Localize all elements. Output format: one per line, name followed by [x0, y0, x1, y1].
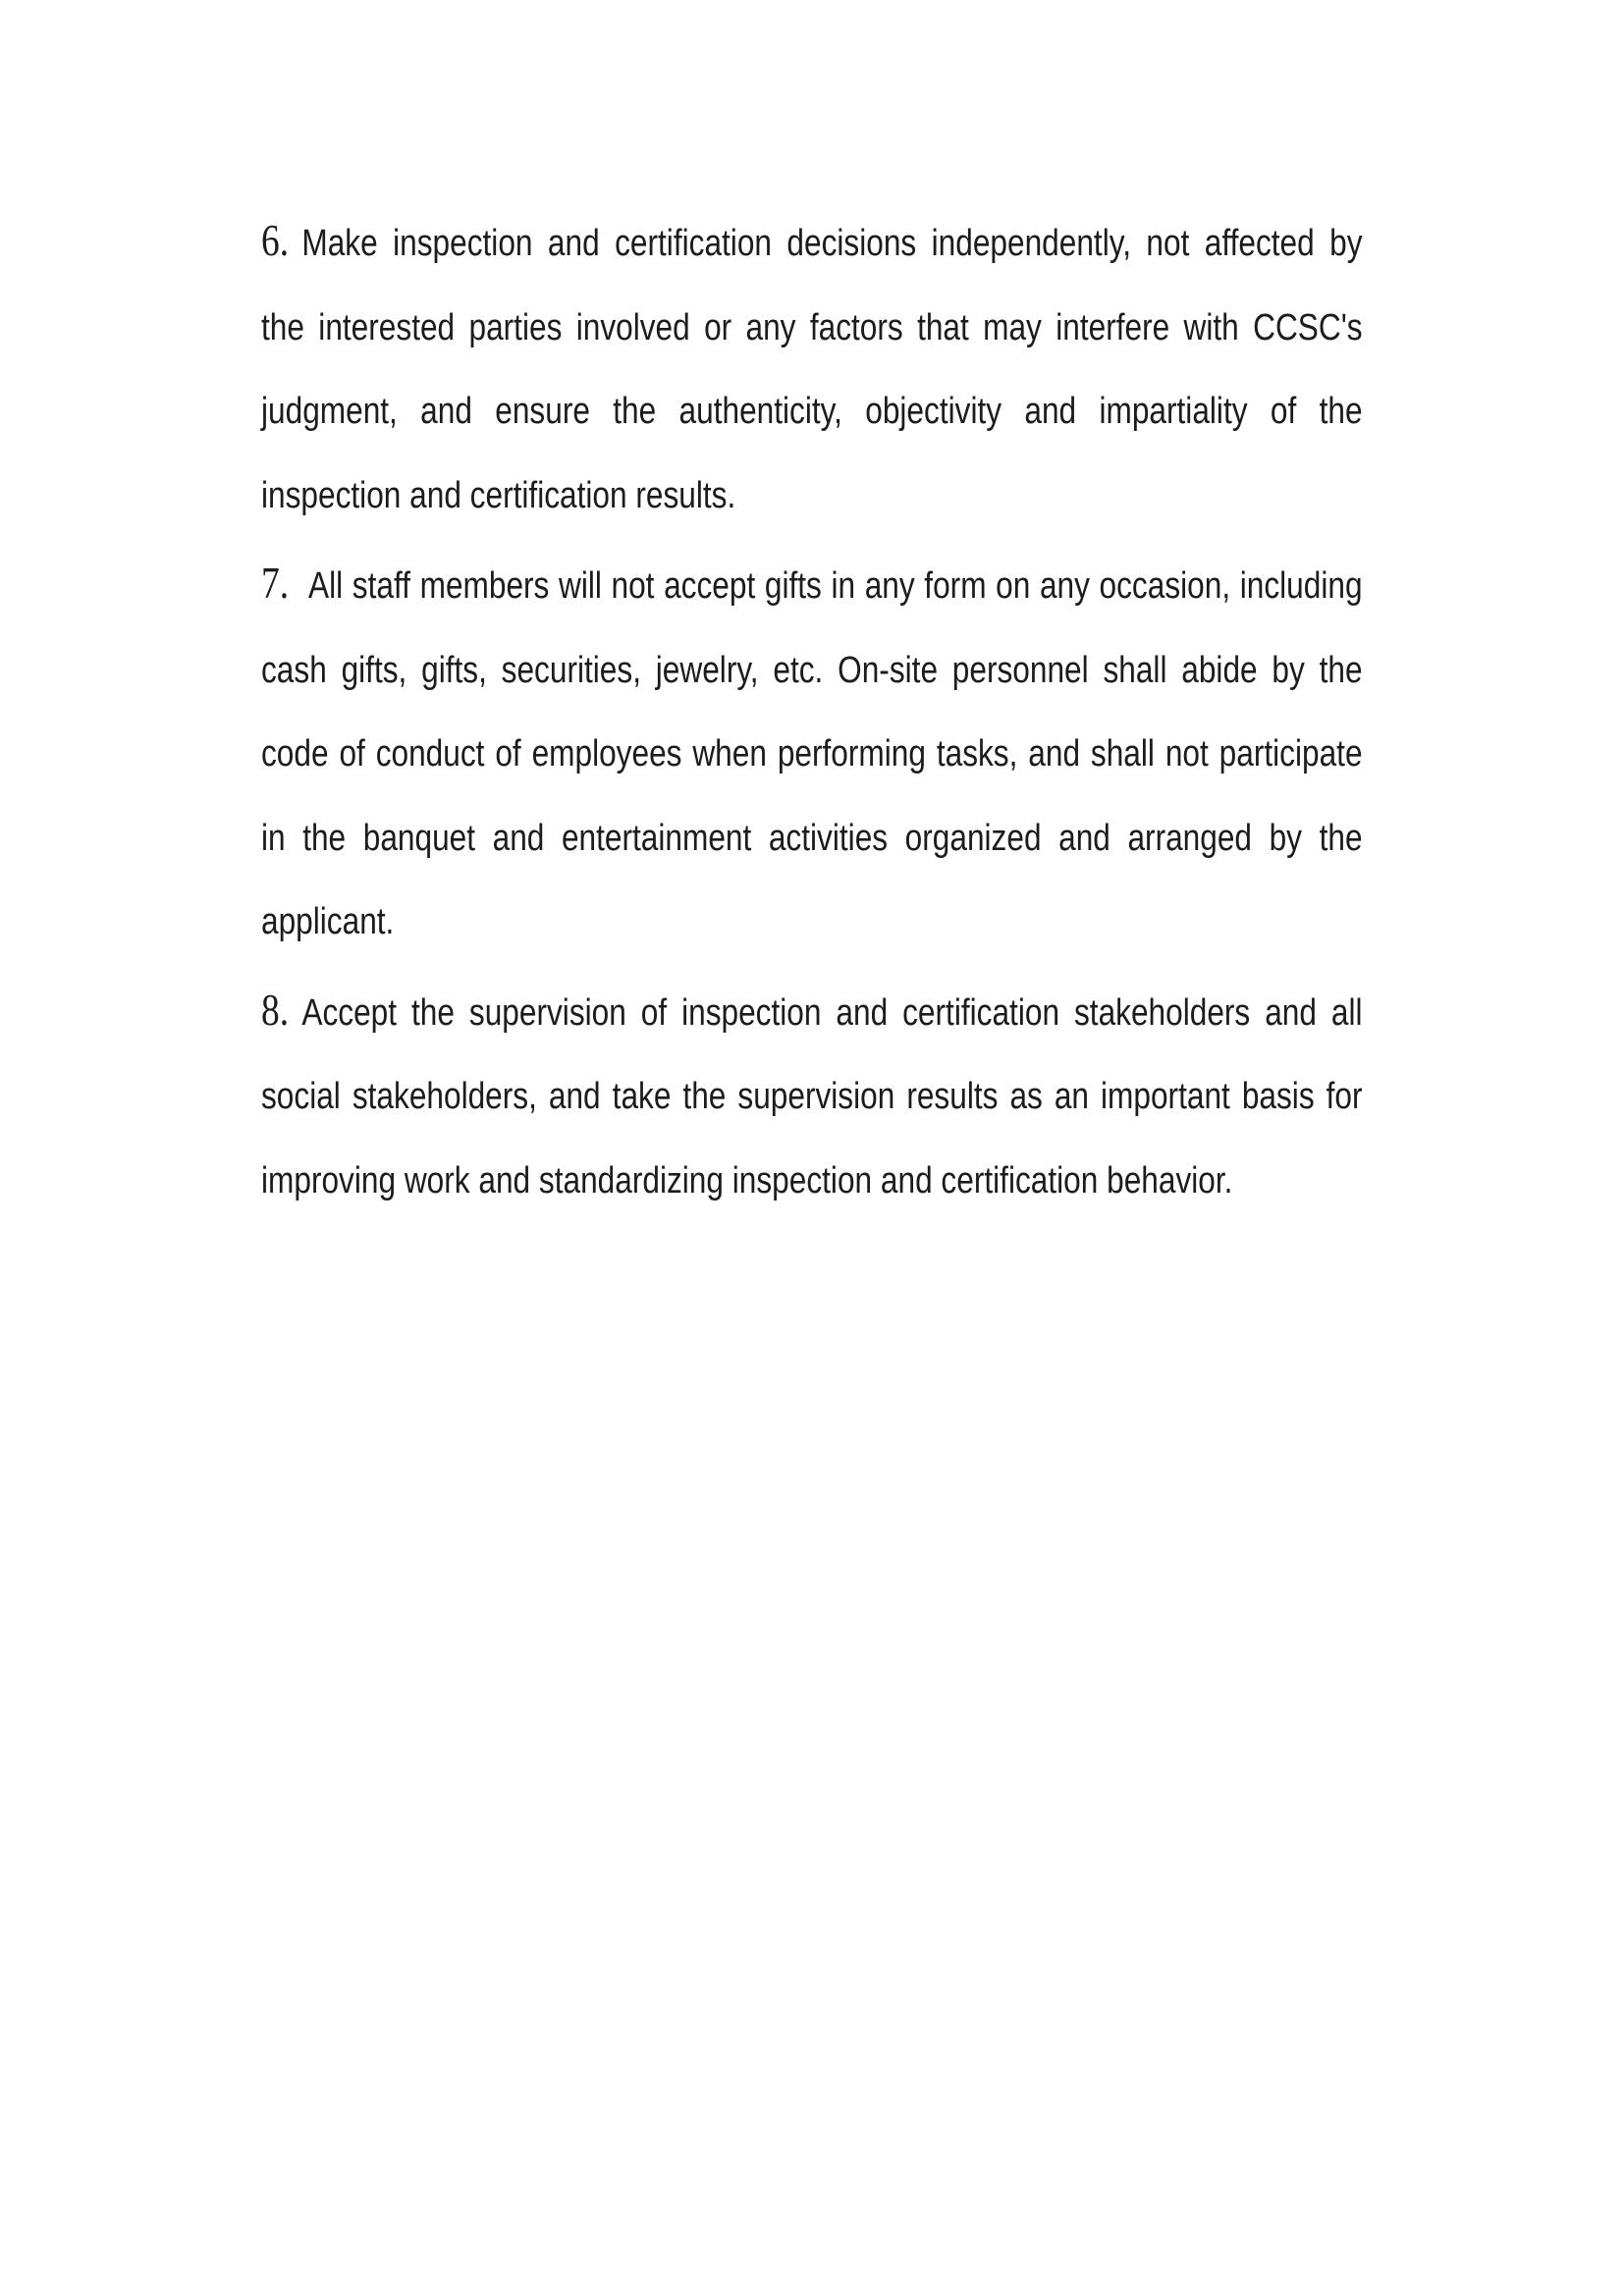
text-line: code of conduct of employees when performing tasks, and shall not participate [261, 733, 1363, 774]
list-number: 8. [261, 985, 290, 1035]
text-line: cash gifts, gifts, securities, jewelry, etc. On-site personnel shall abide by the [261, 649, 1363, 691]
text-line [261, 969, 1363, 1056]
text-line: improving work and standardizing inspection and certification behavior. [261, 1159, 1233, 1201]
text-line: the interested parties involved or any factors that may interfere with CCSC's [261, 306, 1363, 348]
text-line-content: Accept the supervision of inspection and certification stakeholders and all [301, 991, 1363, 1034]
text-line [261, 542, 1363, 629]
text-line-content: Make inspection and certification decisions independently, not affected by [301, 223, 1363, 264]
list-number: 6. [261, 216, 290, 265]
text-line: judgment, and ensure the authenticity, objectivity and impartiality of the [261, 391, 1363, 432]
text-block [261, 199, 1363, 1223]
text-line: applicant. [261, 901, 395, 942]
text-line: inspection and certification results. [261, 474, 736, 516]
text-line [261, 199, 1363, 287]
paragraph-6 [261, 199, 1363, 538]
text-line: in the banquet and entertainment activities organized and arranged by the [261, 817, 1363, 859]
paragraph-7 [261, 542, 1363, 965]
text-line: social stakeholders, and take the supervision results as an important basis for [261, 1076, 1363, 1117]
text-line-content: All staff members will not accept gifts in any form on any occasion, including [308, 565, 1363, 607]
paragraph-8 [261, 969, 1363, 1224]
list-number: 7. [261, 559, 290, 608]
